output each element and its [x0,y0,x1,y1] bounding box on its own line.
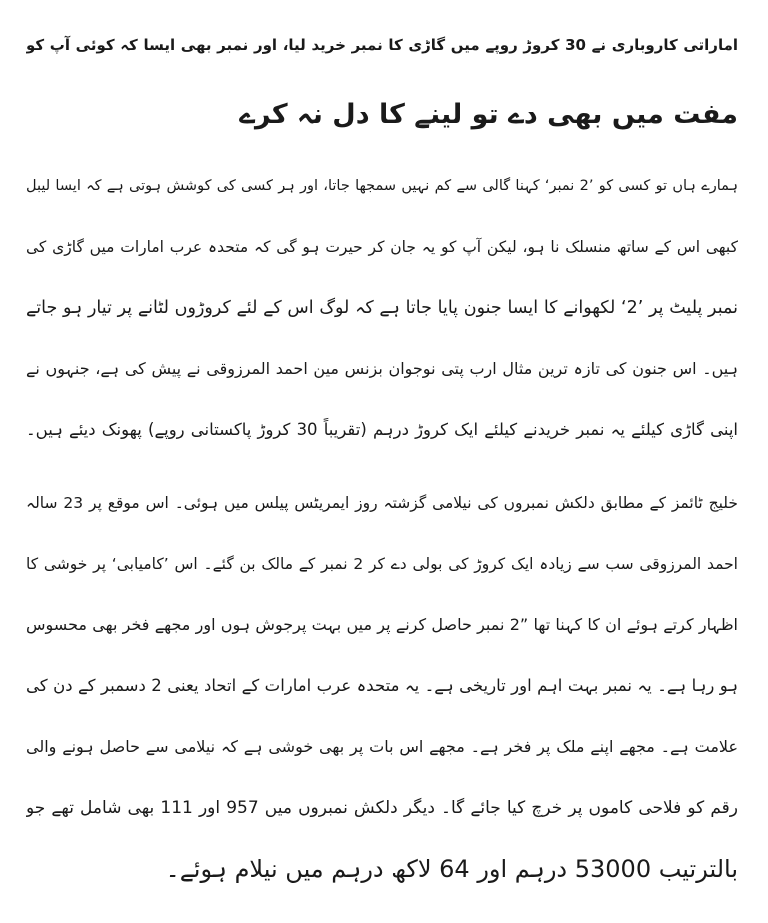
paragraph-line: ہیں۔ اس جنون کی تازہ ترین مثال ارب پتی نوجوان بزنس مین احمد المرزوقی نے پیش کی ہے، جنہوں نے [26,359,738,378]
paragraph-line: بالترتیب 53000 درہم اور 64 لاکھ درہم میں نیلام ہوئے۔ [165,855,738,883]
paragraph-line: علامت ہے۔ مجھے اپنے ملک پر فخر ہے۔ مجھے اس بات پر بھی خوشی ہے کہ نیلامی سے حاصل ہونے والی [26,737,738,756]
headline-line: مفت میں بھی دے تو لینے کا دل نہ کرے [239,99,738,130]
paragraph-line: خلیج ٹائمز کے مطابق دلکش نمبروں کی نیلامی گزشتہ روز ایمریٹس پیلس میں ہوئی۔ اس موقع پر 23 سالہ [26,494,738,512]
paragraph-line: اظہار کرتے ہوئے ان کا کہنا تھا ”2 نمبر حاصل کرنے پر میں بہت پرجوش ہوں اور مجھے فخر بھی محسوس [26,615,738,634]
paragraph-line: اپنی گاڑی کیلئے یہ نمبر خریدنے کیلئے ایک کروڑ درہم (تقریباً 30 کروڑ پاکستانی روپے) پھونک دیئے ہیں۔ [26,420,738,439]
paragraph-line: ہو رہا ہے۔ یہ نمبر بہت اہم اور تاریخی ہے۔ یہ متحدہ عرب امارات کے اتحاد یعنی 2 دسمبر کے دن کی [26,676,738,695]
paragraph-line: کبھی اس کے ساتھ منسلک نا ہو، لیکن آپ کو یہ جان کر حیرت ہو گی کہ متحدہ عرب امارات میں گاڑی کی [26,238,738,256]
headline-line: اماراتی کاروباری نے 30 کروڑ روپے میں گاڑی کا نمبر خرید لیا، اور نمبر بھی ایسا کہ کوئی آپ کو [26,36,738,54]
paragraph-line: احمد المرزوقی سب سے زیادہ ایک کروڑ کی بولی دے کر 2 نمبر کے مالک بن گئے۔ اس ’کامیابی‘ پر خوشی کا [26,555,738,573]
paragraph-line: ہمارے ہاں تو کسی کو ’2 نمبر‘ کہنا گالی سے کم نہیں سمجھا جاتا، اور ہر کسی کی کوشش ہوتی ہے کہ ایسا لیبل [26,178,738,194]
paragraph-line: رقم کو فلاحی کاموں پر خرچ کیا جائے گا۔ دیگر دلکش نمبروں میں 957 اور 111 بھی شامل تھے جو [26,798,738,818]
paragraph-line: نمبر پلیٹ پر ’2‘ لکھوانے کا ایسا جنون پایا جاتا ہے کہ لوگ اس کے لئے کروڑوں لٹانے پر تیار ہو جاتے [26,298,738,318]
